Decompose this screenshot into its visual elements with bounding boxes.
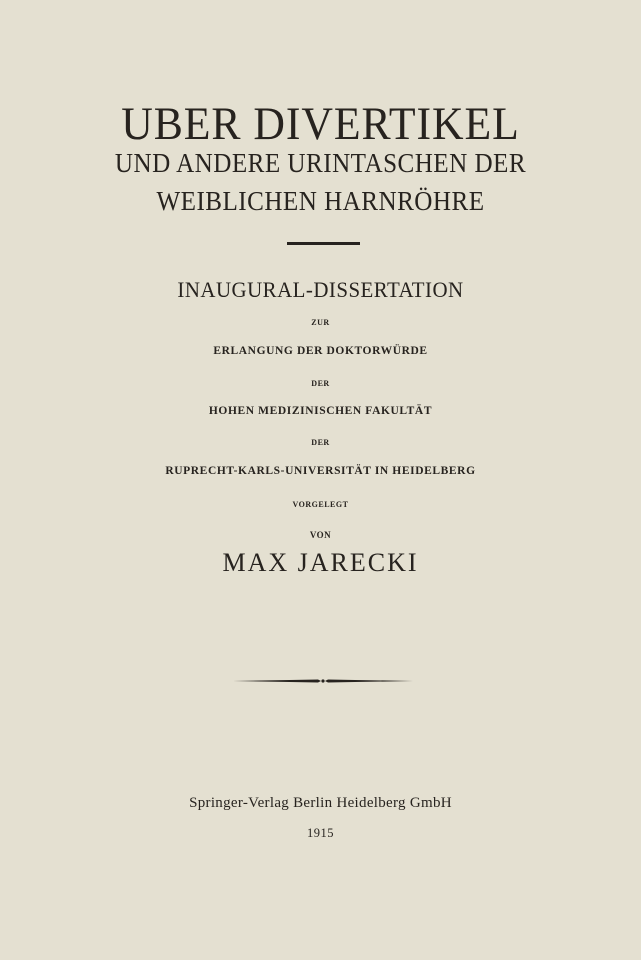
university-label: RUPRECHT-KARLS-UNIVERSITÄT IN HEIDELBERG [165, 465, 476, 477]
von-label: VON [309, 530, 332, 540]
title-line-1: UBER DIVERTIKEL [121, 98, 520, 150]
der-label-2: DER [311, 438, 330, 447]
publication-year: 1915 [307, 826, 334, 840]
erlangung-label: ERLANGUNG DER DOKTORWÜRDE [213, 345, 428, 357]
ornament-rule [233, 679, 413, 683]
author-name: MAX JARECKI [222, 548, 419, 577]
title-line-2: UND ANDERE URINTASCHEN DER [114, 148, 527, 178]
zur-label: ZUR [311, 318, 330, 327]
dissertation-label: INAUGURAL-DISSERTATION [177, 277, 464, 302]
title-line-3: WEIBLICHEN HARNRÖHRE [156, 186, 485, 216]
title-divider [287, 242, 360, 245]
publisher: Springer-Verlag Berlin Heidelberg GmbH [189, 795, 452, 811]
vorgelegt-label: VORGELEGT [292, 500, 349, 509]
der-label-1: DER [311, 379, 330, 388]
faculty-label: HOHEN MEDIZINISCHEN FAKULTÄT [208, 405, 433, 417]
